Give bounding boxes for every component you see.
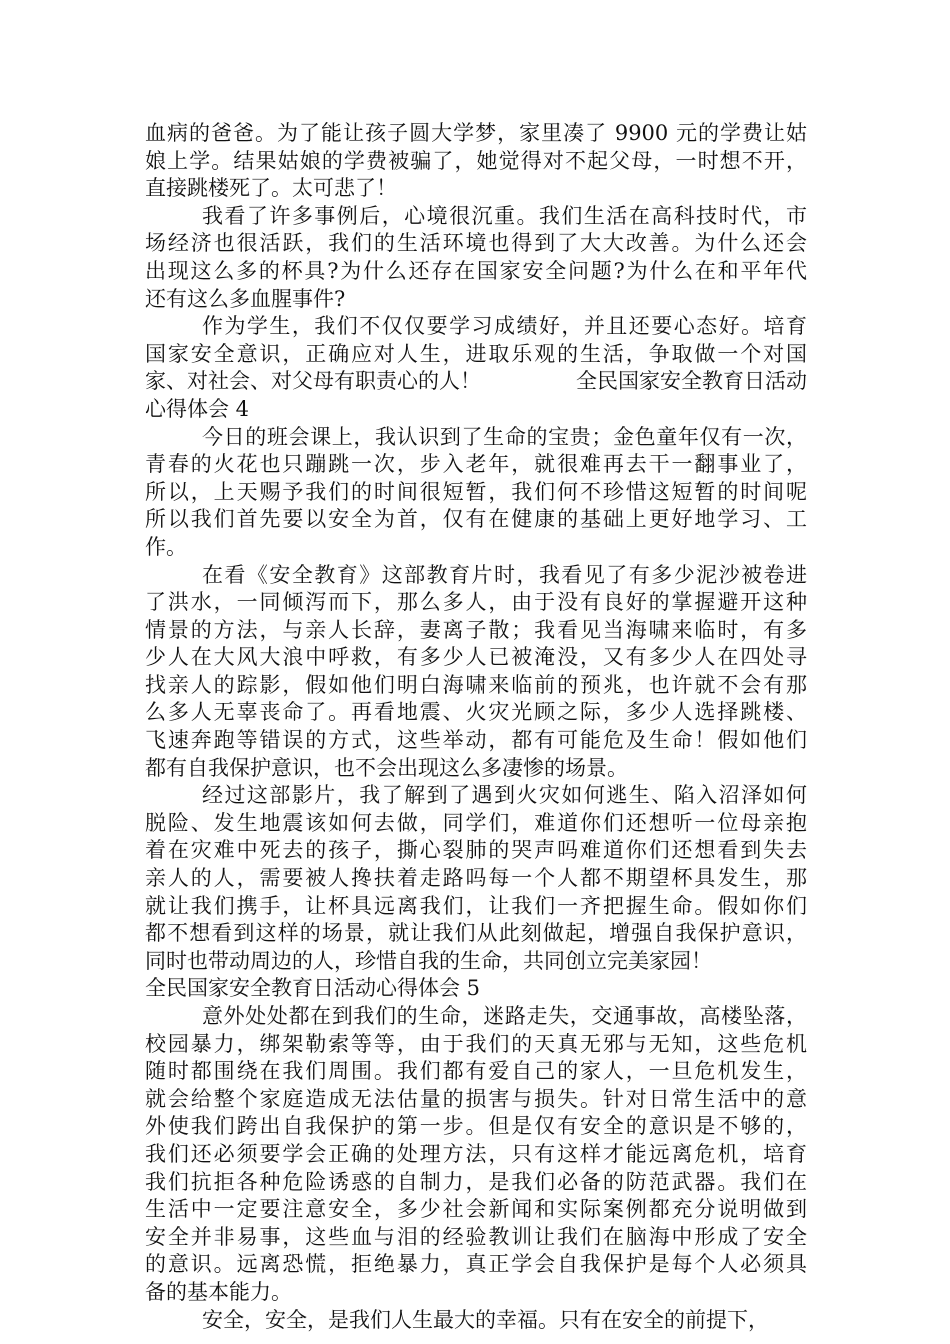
text-line: 生活中一定要注意安全，多少社会新闻和实际案例都充分说明做到: [145, 1197, 807, 1222]
paragraph-end: 家、对社会、对父母有职责心的人！: [145, 369, 481, 394]
text-line: 还有这么多血腥事件?: [145, 286, 346, 311]
text-line: 同时也带动周边的人，珍惜自我的生命，共同创立完美家园！: [145, 948, 712, 973]
text-line: 着在灾难中死去的孩子，撕心裂肺的哭声吗难道你们还想看到失去: [145, 838, 807, 863]
text-line: 就让我们携手，让杯具远离我们，让我们一齐把握生命。假如你们: [145, 893, 807, 918]
text-line: 亲人的人，需要被人搀扶着走路吗每一个人都不期望杯具发生，那: [145, 866, 807, 891]
text-line: 的意识。远离恐慌，拒绝暴力，真正学会自我保护是每个人必须具: [145, 1252, 807, 1277]
text-line: 我们还必须要学会正确的处理方法，只有这样才能远离危机，培育: [145, 1141, 807, 1166]
text-line: 都有自我保护意识，也不会出现这么多凄惨的场景。: [145, 755, 628, 780]
text-line: 作为学生，我们不仅仅要学习成绩好，并且还要心态好。培育: [202, 314, 807, 339]
section-heading: 全民国家安全教育日活动心得体会 5: [145, 976, 481, 1001]
text-line: 作。: [145, 534, 187, 559]
text-line: 娘上学。结果姑娘的学费被骗了，她觉得对不起父母，一时想不开，: [145, 148, 807, 173]
text-line: 了洪水，一同倾泻而下，那么多人，由于没有良好的掌握避开这种: [145, 590, 807, 615]
text-line: 我们抗拒各种危险诱惑的自制力，是我们必备的防范武器。我们在: [145, 1169, 807, 1194]
text-line: 我看了许多事例后，心境很沉重。我们生活在高科技时代，市: [202, 203, 807, 228]
text-line: 血病的爸爸。为了能让孩子圆大学梦，家里凑了 9900 元的学费让姑: [145, 121, 807, 145]
text-line: 直接跳楼死了。太可悲了！: [145, 176, 397, 201]
text-line: 青春的火花也只蹦跳一次，步入老年，就很难再去干一翻事业了，: [145, 452, 807, 477]
text-line: 飞速奔跑等错误的方式，这些举动，都有可能危及生命！假如他们: [145, 728, 807, 753]
text-line: 随时都围绕在我们周围。我们都有爱自己的家人，一旦危机发生，: [145, 1059, 807, 1084]
document-page: [145, 120, 807, 1334]
text-line: 外使我们跨出自我保护的第一步。但是仅有安全的意识是不够的，: [145, 1114, 807, 1139]
text-line: 在看《安全教育》这部教育片时，我看见了有多少泥沙被卷进: [202, 562, 807, 587]
text-line: 意外处处都在到我们的生命，迷路走失，交通事故，高楼坠落，: [202, 1004, 807, 1028]
text-line: [145, 368, 807, 396]
text-line: 经过这部影片，我了解到了遇到火灾如何逃生、陷入沼泽如何: [202, 783, 807, 808]
text-line: 安全并非易事，这些血与泪的经验教训让我们在脑海中形成了安全: [145, 1224, 807, 1249]
text-line: 校园暴力，绑架勒索等等，由于我们的天真无邪与无知，这些危机: [145, 1031, 807, 1056]
text-line: 国家安全意识，正确应对人生，进取乐观的生活，争取做一个对国: [145, 341, 807, 366]
text-line: 么多人无辜丧命了。再看地震、火灾光顾之际，多少人选择跳楼、: [145, 700, 807, 725]
text-line: 少人在大风大浪中呼救，有多少人已被淹没，又有多少人在四处寻: [145, 645, 807, 670]
text-line: 脱险、发生地震该如何去做，同学们，难道你们还想听一位母亲抱: [145, 810, 807, 835]
text-line: 所以，上天赐予我们的时间很短暂，我们何不珍惜这短暂的时间呢: [145, 479, 807, 504]
text-line: 今日的班会课上，我认识到了生命的宝贵；金色童年仅有一次，: [202, 424, 807, 449]
section-heading: 心得体会 4: [145, 396, 250, 421]
text-line: 情景的方法，与亲人长辞，妻离子散；我看见当海啸来临时，有多: [145, 617, 807, 642]
text-line: 就会给整个家庭造成无法估量的损害与损失。针对日常生活中的意: [145, 1086, 807, 1111]
text-line: 备的基本能力。: [145, 1279, 292, 1304]
text-line: 找亲人的踪影，假如他们明白海啸来临前的预兆，也许就不会有那: [145, 672, 807, 697]
section-heading: 全民国家安全教育日活动: [576, 369, 807, 394]
text-line: 安全，安全，是我们人生最大的幸福。只有在安全的前提下，: [202, 1307, 769, 1332]
text-line: 场经济也很活跃，我们的生活环境也得到了大大改善。为什么还会: [145, 231, 807, 256]
text-line: 出现这么多的杯具?为什么还存在国家安全问题?为什么在和平年代: [145, 258, 807, 283]
text-line: 所以我们首先要以安全为首，仅有在健康的基础上更好地学习、工: [145, 507, 807, 532]
text-line: 都不想看到这样的场景，就让我们从此刻做起，增强自我保护意识，: [145, 921, 807, 946]
